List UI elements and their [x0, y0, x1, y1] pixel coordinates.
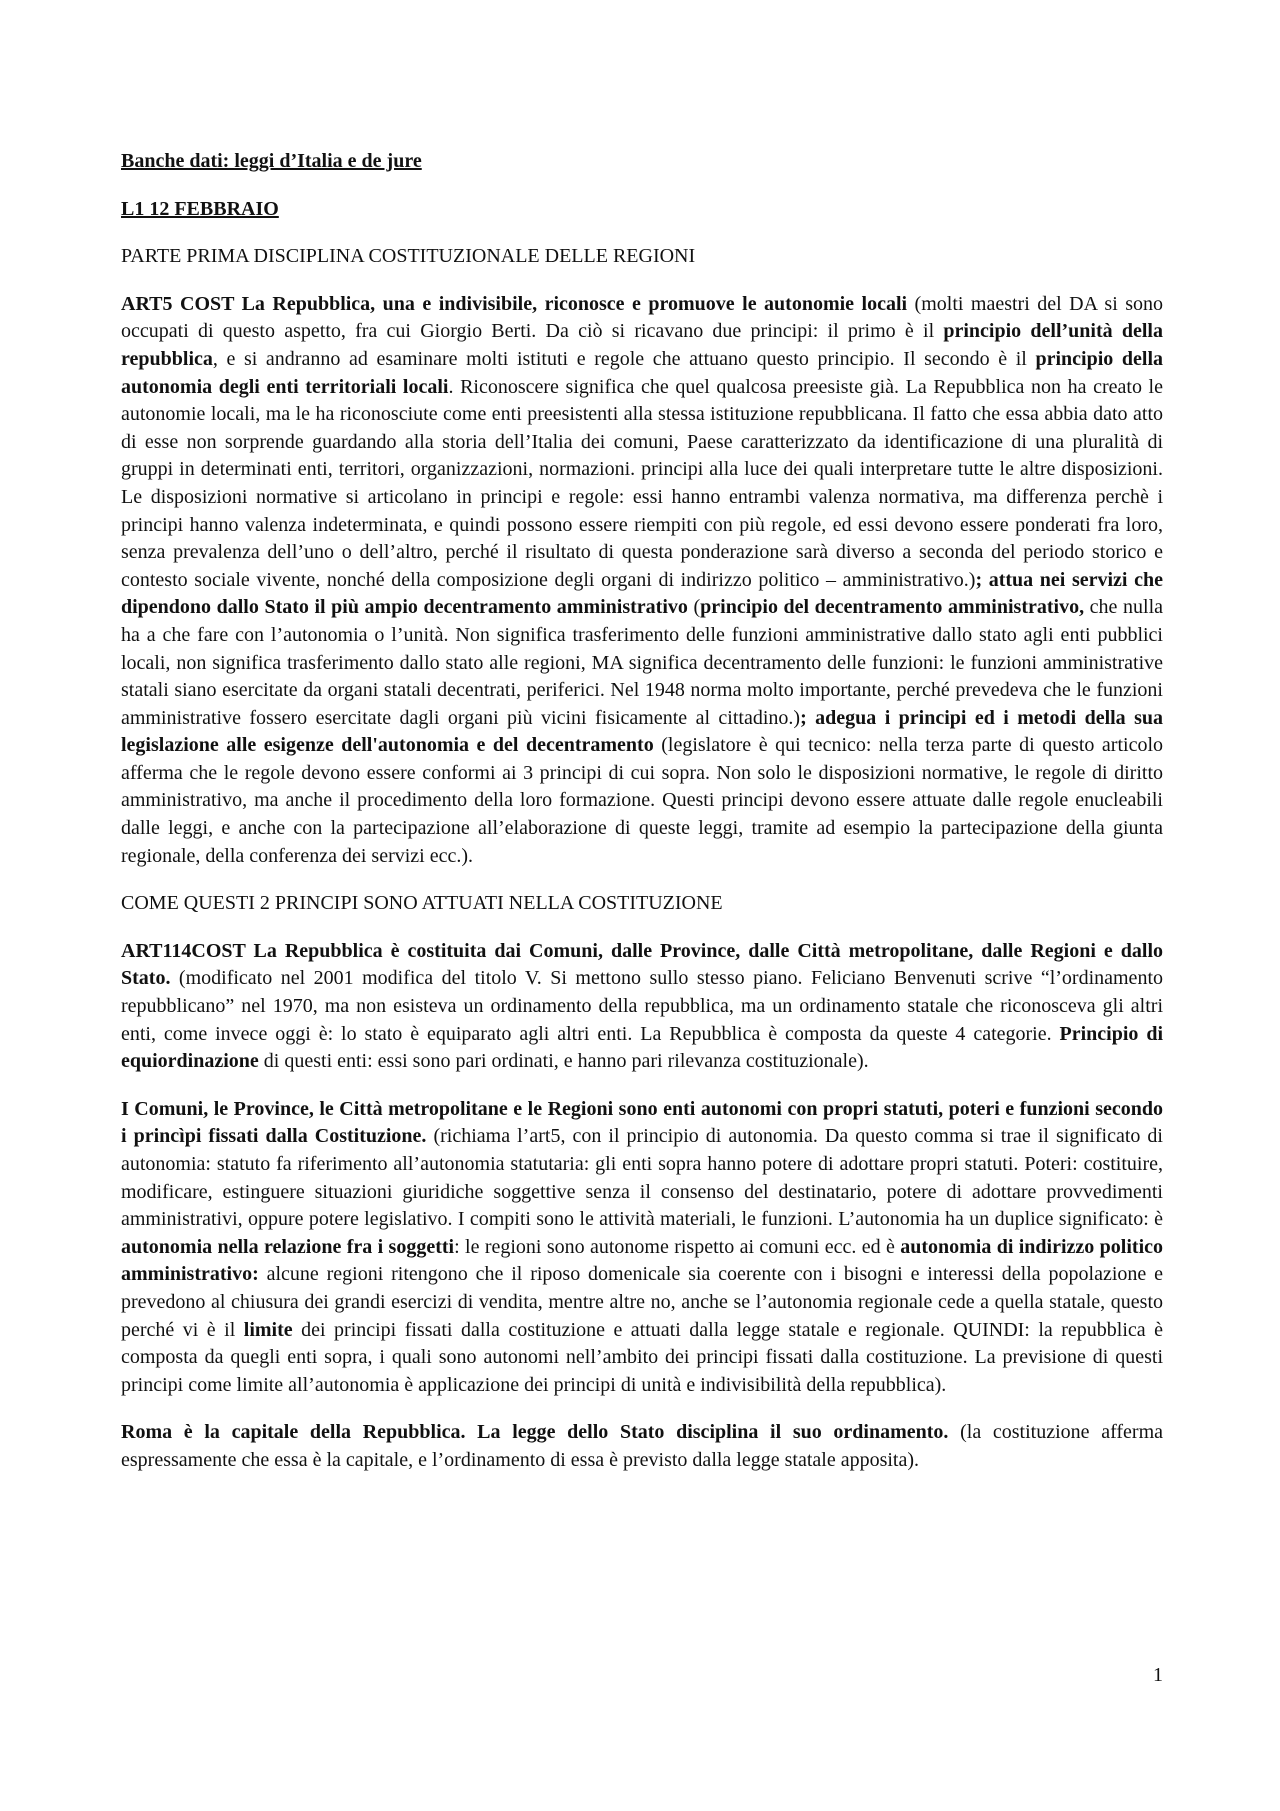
- body-text: alcune regioni ritengono che il riposo domenicale sia coerente con i bisogni e interessi della popolazione e prevedono al chiusura dei grandi esercizi di vendita, mentre altre no, anche se l’autonomia regionale cede a quella statale, questo perché vi è il: [121, 1263, 1163, 1341]
- document-body: [121, 148, 1163, 1495]
- bold-text: principio della autonomia degli enti territoriali locali: [121, 347, 1164, 398]
- body-text: : le regioni sono autonome rispetto ai comuni ecc. ed è: [454, 1235, 901, 1258]
- bold-text: ART5 COST La Repubblica, una e indivisibile, riconosce e promuove le autonomie locali: [121, 292, 908, 315]
- bold-text: principio dell’unità della repubblica: [121, 320, 1163, 370]
- body-text: , e si andranno ad esaminare molti istituti e regole che attuano questo principio. Il secondo è il: [212, 347, 1036, 370]
- bold-text: limite: [243, 1318, 293, 1341]
- body-text: (: [687, 596, 701, 619]
- body-text: (richiama l’art5, con il principio di autonomia. Da questo comma si trae il significato di autonomia: statuto fa riferimento all’autonomia statutaria: gli enti sopra hanno potere di adottare propri statuti. Poteri: costituire, modificare, estinguere situazioni giuridiche soggettive senza il consenso del destinatario, potere di adottare provvedimenti amministrativi, oppure potere legislativo. I compiti sono le attività materiali, le funzioni. L’autonomia ha un duplice significato: è: [121, 1125, 1163, 1231]
- section-heading: COME QUESTI 2 PRINCIPI SONO ATTUATI NELLA COSTITUZIONE: [121, 892, 723, 915]
- body-text: (modificato nel 2001 modifica del titolo V. Si mettono sullo stesso piano. Feliciano Benvenuti scrive “l’ordinamento repubblicano” nel 1970, ma non esisteva un ordinamento della repubblica, ma un ordinamento statale che riconosceva gli altri enti, come invece oggi è: lo stato è equiparato agli altri enti. La Repubblica è composta da queste 4 categorie.: [121, 967, 1163, 1045]
- bold-text: autonomia di indirizzo politico amministrativo:: [121, 1235, 1163, 1286]
- bold-text: Principio di equiordinazione: [121, 1022, 1163, 1073]
- document-title: Banche dati: leggi d’Italia e de jure: [121, 150, 422, 172]
- bold-text: Roma è la capitale della Repubblica. La legge dello Stato disciplina il suo ordinamento.: [121, 1421, 949, 1444]
- part-heading: PARTE PRIMA DISCIPLINA COSTITUZIONALE DELLE REGIONI: [121, 245, 696, 268]
- bold-text: ; attua nei servizi che dipendono dallo Stato il più ampio decentramento amministrativo: [121, 568, 1163, 619]
- paragraph-autonomy: [121, 1096, 1163, 1400]
- bold-text: principio del decentramento amministrativo,: [700, 596, 1085, 619]
- body-text: (legislatore è qui tecnico: nella terza parte di questo articolo afferma che le regole devono essere conformi ai 3 principi di cui sopra. Non solo le disposizioni normative, le regole di diritto amministrativo, ma anche il procedimento della loro formazione. Questi principi devono essere attuate dalle regole enucleabili dalle leggi, e anche con la partecipazione all’elaborazione di queste leggi, tramite ad esempio la partecipazione della giunta regionale, della conferenza dei servizi ecc.).: [121, 734, 1163, 867]
- paragraph-art114: [121, 938, 1163, 1076]
- body-text: (molti maestri del DA si sono occupati di questo aspetto, fra cui Giorgio Berti. Da ciò si ricavano due principi: il primo è il: [121, 292, 1164, 343]
- bold-text: I Comuni, le Province, le Città metropolitane e le Regioni sono enti autonomi con propri statuti, poteri e funzioni secondo i princìpi fissati dalla Costituzione.: [121, 1097, 1163, 1148]
- paragraph-art5: [121, 291, 1163, 870]
- bold-text: ; adegua i principi ed i metodi della sua legislazione alle esigenze dell'autonomia e del decentramento: [121, 706, 1164, 757]
- lesson-heading: L1 12 FEBBRAIO: [121, 197, 279, 220]
- body-text: (la costituzione afferma espressamente che essa è la capitale, e l’ordinamento di essa è previsto dalla legge statale apposita).: [121, 1421, 1163, 1471]
- body-text: che nulla ha a che fare con l’autonomia o l’unità. Non significa trasferimento delle funzioni amministrative dallo stato agli enti pubblici locali, non significa trasferimento dallo stato alle regioni, MA significa decentramento delle funzioni: le funzioni amministrative statali siano esercitate da organi statali decentrati, periferici. Nel 1948 norma molto importante, perché prevedeva che le funzioni amministrative fossero esercitate dagli organi più vicini fisicamente al cittadino.): [121, 596, 1164, 729]
- body-text: di questi enti: essi sono pari ordinati, e hanno pari rilevanza costituzionale).: [258, 1050, 869, 1073]
- bold-text: ART114COST La Repubblica è costituita dai Comuni, dalle Province, dalle Città metropolitane, dalle Regioni e dallo Stato.: [121, 939, 1163, 990]
- body-text: . Riconoscere significa che quel qualcosa preesiste già. La Repubblica non ha creato le autonomie locali, ma le ha riconosciute come enti preesistenti alla stessa istituzione repubblicana. Il fatto che essa abbia dato atto di esse non sorprende guardando alla storia dell’Italia dei comuni, Paese caratterizzato da identificazione di una pluralità di gruppi in determinati enti, territori, organizzazioni, normazioni. principi alla luce dei quali interpretare tutte le altre disposizioni. Le disposizioni normative si articolano in principi e regole: essi hanno entrambi valenza normativa, ma differenza perchè i principi hanno valenza indeterminata, e quindi possono essere riempiti con più regole, ed essi devono essere ponderati fra loro, senza prevalenza dell’uno o dell’altro, perché il risultato di questa ponderazione sarà diverso a seconda del periodo storico e contesto sociale vivente, nonché della composizione degli organi di indirizzo politico – amministrativo.): [121, 375, 1163, 591]
- bold-text: autonomia nella relazione fra i soggetti: [121, 1235, 455, 1258]
- body-text: dei principi fissati dalla costituzione e attuati dalla legge statale e regionale. QUINDI: la repubblica è composta da quegli enti sopra, i quali sono autonomi nell’ambito dei principi fissati dalla costituzione. La previsione di questi principi come limite all’autonomia è applicazione dei principi di unità e indivisibilità della repubblica).: [121, 1318, 1164, 1396]
- page-number: 1: [1153, 1664, 1163, 1686]
- paragraph-rome: [121, 1419, 1163, 1474]
